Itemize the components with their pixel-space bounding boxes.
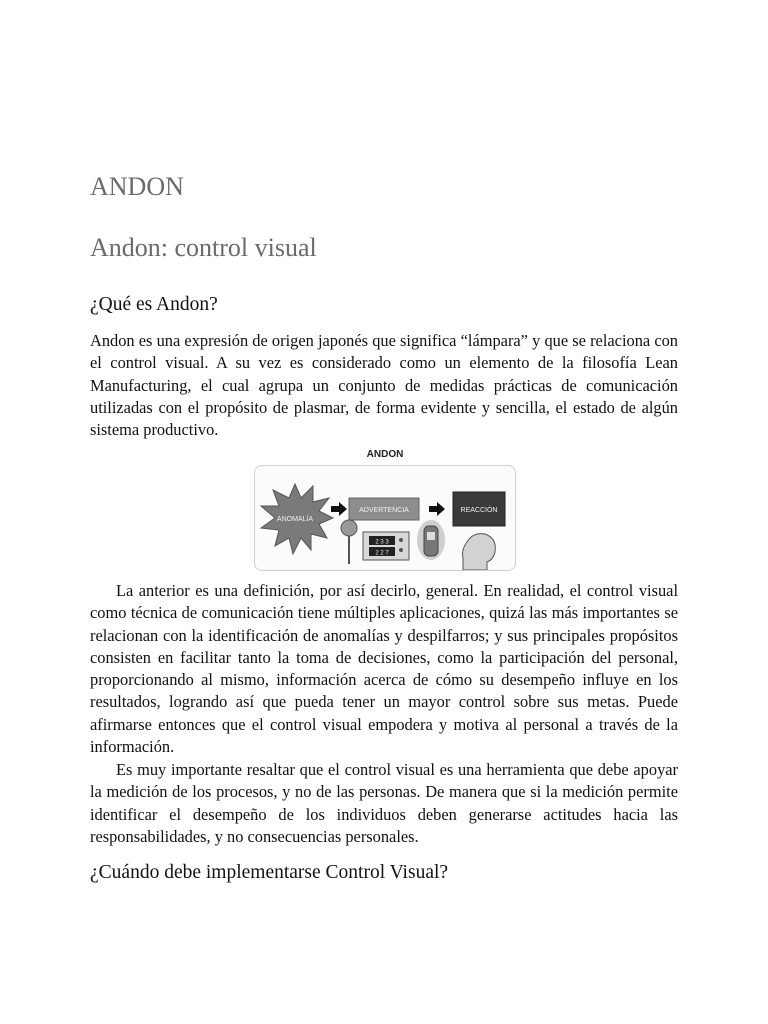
warning-label: ADVERTENCIA: [359, 507, 409, 514]
section-heading-what-is-andon: ¿Qué es Andon?: [90, 294, 218, 315]
figure-frame: [254, 465, 516, 571]
andon-diagram: [255, 466, 515, 570]
reaction-label: REACCIÓN: [460, 507, 498, 514]
section-heading-when-implement: ¿Cuándo debe implementarse Control Visual?: [90, 862, 449, 883]
counter-value-bottom: 2 2 7: [375, 550, 389, 557]
document-title: ANDON: [90, 172, 184, 201]
counter-value-top: 2 3 3: [375, 539, 389, 546]
intro-paragraph: Andon es una expresión de origen japonés que significa “lámpara” y que se relaciona con el control visual. A su vez es considerado como un elemento de la filosofía Lean Manufacturing, el cual agrupa un conjunto de medidas prácticas de comunicación utilizadas con el propósito de plasmar, de forma evidente y sencilla, el estado de algún sistema productivo.: [90, 331, 678, 440]
counter-button-icon: [399, 548, 403, 552]
andon-figure: [254, 447, 516, 575]
body-paragraph-1: La anterior es una definición, por así decirlo, general. En realidad, el control visual como técnica de comunicación tiene múltiples aplicaciones, quizá las más importantes se relacionan con la identificación de anomalías y despilfarros; y sus principales propósitos consisten en facilitar tanto la toma de decisiones, como la participación del personal, proporcionando al mismo, información acerca de cómo su desempeño influye en los resultados, logrando así que pueda tener un mayor control sobre sus metas. Puede afirmarse entonces que el control visual empodera y motiva al personal a través de la información.: [90, 581, 678, 757]
figure-title: ANDON: [366, 449, 404, 460]
arrow-right-icon: [429, 502, 445, 516]
counter-button-icon: [399, 538, 403, 542]
document-subtitle: Andon: control visual: [90, 233, 317, 262]
anomaly-label: ANOMALÍA: [276, 516, 314, 523]
person-head-icon: [463, 534, 496, 570]
lamp-icon: [341, 520, 357, 536]
arrow-right-icon: [331, 502, 347, 516]
body-paragraph-2: Es muy importante resaltar que el control visual es una herramienta que debe apoyar la medición de los procesos, y no de las personas. De manera que si la medición permite identificar el desempeño de los individuos deben generarse actitudes hacia las responsabilidades, y no consecuencias personales.: [90, 760, 678, 846]
